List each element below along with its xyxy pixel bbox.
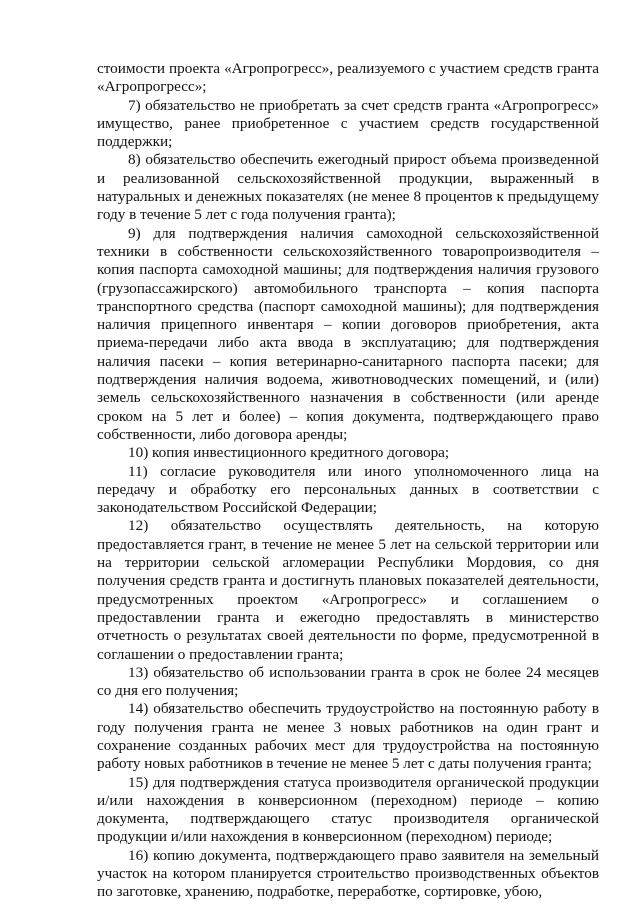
paragraph-item-13: 13) обязательство об использовании гранта в срок не более 24 месяцев со дня его получения; (97, 663, 599, 700)
paragraph-item-8: 8) обязательство обеспечить ежегодный прирост объема произведенной и реализованной сельскохозяйственной продукции, выраженный в натуральных и денежных показателях (не менее 8 процентов к предыдущему году в течение 5 лет с года получения гранта); (97, 151, 599, 224)
paragraph-item-7: 7) обязательство не приобретать за счет средств гранта «Агропрогресс» имущество, ранее приобретенное с участием средств государственной поддержки; (97, 96, 599, 151)
paragraph-item-9: 9) для подтверждения наличия самоходной сельскохозяйственной техники в собственности сельскохозяйственного товаропроизводителя – копия паспорта самоходной машины; для подтверждения наличия грузового (грузопассажирского) автомобильного транспорта – копия паспорта транспортного средства (паспорт самоходной машины); для подтверждения наличия прицепного инвентаря – копии договоров приобретения, акта приема-передачи либо акта ввода в эксплуатацию; для подтверждения наличия пасеки – копия ветеринарно-санитарного паспорта пасеки; для подтверждения наличия водоема, животноводческих помещений, и (или) земель сельскохозяйственного назначения в собственности (или аренде сроком на 5 лет и более) – копия документа, подтверждающего право собственности, либо договора аренды; (97, 224, 599, 443)
paragraph-item-11: 11) согласие руководителя или иного уполномоченного лица на передачу и обработку его персональных данных в соответствии с законодательством Российской Федерации; (97, 462, 599, 517)
paragraph-item-12: 12) обязательство осуществлять деятельность, на которую предоставляется грант, в течение не менее 5 лет на сельской территории или на территории сельской агломерации Республики Мордовия, со дня получения средств гранта и достигнуть плановых показателей деятельности, предусмотренных проектом «Агропрогресс» и соглашением о предоставлении гранта и ежегодно предоставлять в министерство отчетность о результатах своей деятельности по форме, предусмотренной в соглашении о предоставлении гранта; (97, 517, 599, 663)
document-body (97, 60, 599, 902)
paragraph-item-14: 14) обязательство обеспечить трудоустройство на постоянную работу в году получения гранта не менее 3 новых работников на один грант и сохранение созданных рабочих мест для трудоустройства на постоянную работу новых работников в течение не менее 5 лет с даты получения гранта; (97, 700, 599, 773)
paragraph-item-10: 10) копия инвестиционного кредитного договора; (128, 444, 450, 462)
paragraph-item-15: 15) для подтверждения статуса производителя органической продукции и/или нахождения в конверсионном (переходном) периоде – копию документа, подтверждающего статус производителя органической продукции и/или нахождения в конверсионном (переходном) периоде; (97, 773, 599, 846)
paragraph-continuation: стоимости проекта «Агропрогресс», реализуемого с участием средств гранта «Агропрогресс»; (97, 60, 599, 96)
paragraph-item-16: 16) копию документа, подтверждающего право заявителя на земельный участок на котором планируется строительство производственных объектов по заготовке, хранению, подработке, переработке, сортировке, убою, (97, 846, 599, 901)
